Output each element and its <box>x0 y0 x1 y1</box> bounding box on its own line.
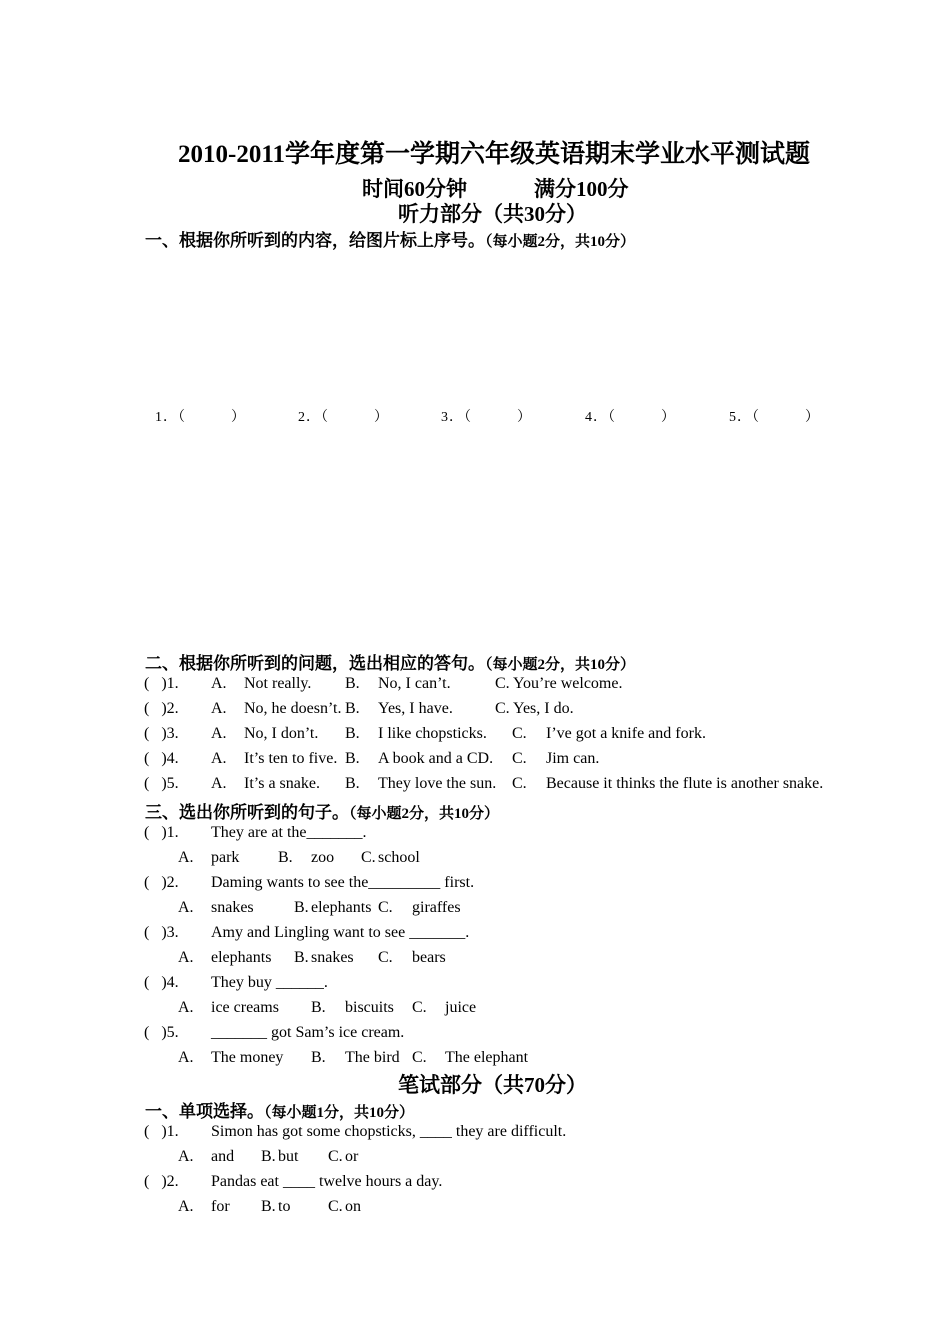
question-number: ( )2. <box>144 874 179 891</box>
option-text: I like chopsticks. <box>378 725 487 742</box>
listening-part2-heading <box>145 649 635 674</box>
question-text: Amy and Lingling want to see _______. <box>211 924 470 941</box>
option-text: ice creams <box>211 999 279 1016</box>
option-label: A. <box>178 949 194 966</box>
question-text: Pandas eat ____ twelve hours a day. <box>211 1173 443 1190</box>
option-text: for <box>211 1198 230 1215</box>
option-text: school <box>378 849 420 866</box>
picture-slot-5: 5．（ ） <box>729 410 820 425</box>
question-number: ( )3. <box>144 924 179 941</box>
question-text: They are at the_______. <box>211 824 367 841</box>
option-label: C. <box>412 999 427 1016</box>
picture-slot-4: 4．（ ） <box>585 410 676 425</box>
question-number: ( )5. <box>144 1024 179 1041</box>
option-label: A. <box>178 899 194 916</box>
question-text: Daming wants to see the_________ first. <box>211 874 475 891</box>
exam-time: 时间60分钟 <box>362 177 467 201</box>
option-label: A. <box>178 1148 194 1165</box>
picture-slot-3: 3．（ ） <box>441 410 532 425</box>
option-label: B. <box>345 725 360 742</box>
question-number: ( )1. <box>144 1123 179 1140</box>
option-label: A. <box>211 675 227 692</box>
option-text: It’s a snake. <box>244 775 320 792</box>
option-text: I’ve got a knife and fork. <box>546 725 706 742</box>
option-label: C. <box>378 899 393 916</box>
option-label: A. <box>178 999 194 1016</box>
page-title: 2010-2011学年度第一学期六年级英语期末学业水平测试题 <box>178 141 810 168</box>
question-text: They buy ______. <box>211 974 328 991</box>
question-text: _______ got Sam’s ice cream. <box>211 1024 405 1041</box>
option-text: Not really. <box>244 675 312 692</box>
picture-slot-2: 2．（ ） <box>298 410 389 425</box>
option-text: and <box>211 1148 235 1165</box>
option-text: zoo <box>311 849 335 866</box>
option-text: but <box>278 1148 299 1165</box>
question-number: ( )4. <box>144 974 179 991</box>
option-label: C. <box>512 725 527 742</box>
option-label: B. <box>294 899 309 916</box>
option-text: snakes <box>311 949 354 966</box>
question-number: ( )3. <box>144 725 179 742</box>
question-number: ( )4. <box>144 750 179 767</box>
question-number: ( )1. <box>144 824 179 841</box>
picture-slot-1: 1．（ ） <box>155 410 246 425</box>
option-label: B. <box>311 1049 326 1066</box>
option-label: A. <box>211 750 227 767</box>
option-text: Because it thinks the flute is another snake. <box>546 775 824 792</box>
option-text: No, I don’t. <box>244 725 319 742</box>
heading-note: （每小题2分，共10分） <box>485 657 636 673</box>
option-text: Yes, I have. <box>378 700 453 717</box>
option-text: or <box>345 1148 359 1165</box>
option-text: snakes <box>211 899 254 916</box>
heading-note: （每小题2分，共10分） <box>349 806 500 822</box>
option-label: A. <box>211 700 227 717</box>
option-text: It’s ten to five. <box>244 750 338 767</box>
option-label: A. <box>178 1049 194 1066</box>
option-text: No, I can’t. <box>378 675 451 692</box>
option-label: A. <box>211 775 227 792</box>
option-label: C. <box>361 849 376 866</box>
written-part1-heading <box>145 1097 414 1122</box>
option-text: Yes, I do. <box>513 700 574 717</box>
option-text: They love the sun. <box>378 775 497 792</box>
question-number: ( )5. <box>144 775 179 792</box>
option-text: juice <box>445 999 477 1016</box>
option-label: B. <box>261 1198 276 1215</box>
option-label: C. <box>495 675 510 692</box>
option-label: B. <box>345 750 360 767</box>
option-label: C. <box>378 949 393 966</box>
option-label: B. <box>345 700 360 717</box>
option-text: bears <box>412 949 446 966</box>
listening-part3-heading <box>145 798 499 823</box>
option-text: You’re welcome. <box>513 675 623 692</box>
heading-text: 一、单项选择。 <box>145 1102 264 1121</box>
heading-note: （每小题1分，共10分） <box>264 1105 415 1121</box>
heading-text: 一、根据你所听到的内容，给图片标上序号。 <box>145 231 485 250</box>
option-label: B. <box>345 775 360 792</box>
option-text: elephants <box>211 949 272 966</box>
option-label: B. <box>311 999 326 1016</box>
written-title: 笔试部分（共70分） <box>398 1073 587 1097</box>
option-label: C. <box>495 700 510 717</box>
option-text: on <box>345 1198 361 1215</box>
option-label: B. <box>278 849 293 866</box>
option-label: B. <box>294 949 309 966</box>
option-text: Jim can. <box>546 750 600 767</box>
option-label: B. <box>345 675 360 692</box>
option-label: B. <box>261 1148 276 1165</box>
option-text: The bird <box>345 1049 400 1066</box>
option-text: A book and a CD. <box>378 750 494 767</box>
option-label: A. <box>178 849 194 866</box>
option-label: C. <box>328 1148 343 1165</box>
question-number: ( )2. <box>144 700 179 717</box>
exam-score: 满分100分 <box>534 177 629 201</box>
option-text: The money <box>211 1049 284 1066</box>
option-text: No, he doesn’t. <box>244 700 342 717</box>
option-text: to <box>278 1198 291 1215</box>
option-text: elephants <box>311 899 372 916</box>
listening-title: 听力部分（共30分） <box>398 202 587 226</box>
option-label: C. <box>512 750 527 767</box>
option-text: park <box>211 849 240 866</box>
question-text: Simon has got some chopsticks, ____ they are difficult. <box>211 1123 567 1140</box>
option-text: The elephant <box>445 1049 529 1066</box>
heading-text: 二、根据你所听到的问题，选出相应的答句。 <box>145 654 485 673</box>
listening-part1-heading <box>145 226 635 251</box>
option-text: biscuits <box>345 999 394 1016</box>
option-label: A. <box>178 1198 194 1215</box>
option-label: A. <box>211 725 227 742</box>
option-label: C. <box>512 775 527 792</box>
option-label: C. <box>412 1049 427 1066</box>
question-number: ( )1. <box>144 675 179 692</box>
heading-note: （每小题2分，共10分） <box>485 234 636 250</box>
heading-text: 三、选出你所听到的句子。 <box>145 803 349 822</box>
question-number: ( )2. <box>144 1173 179 1190</box>
option-label: C. <box>328 1198 343 1215</box>
option-text: giraffes <box>412 899 461 916</box>
